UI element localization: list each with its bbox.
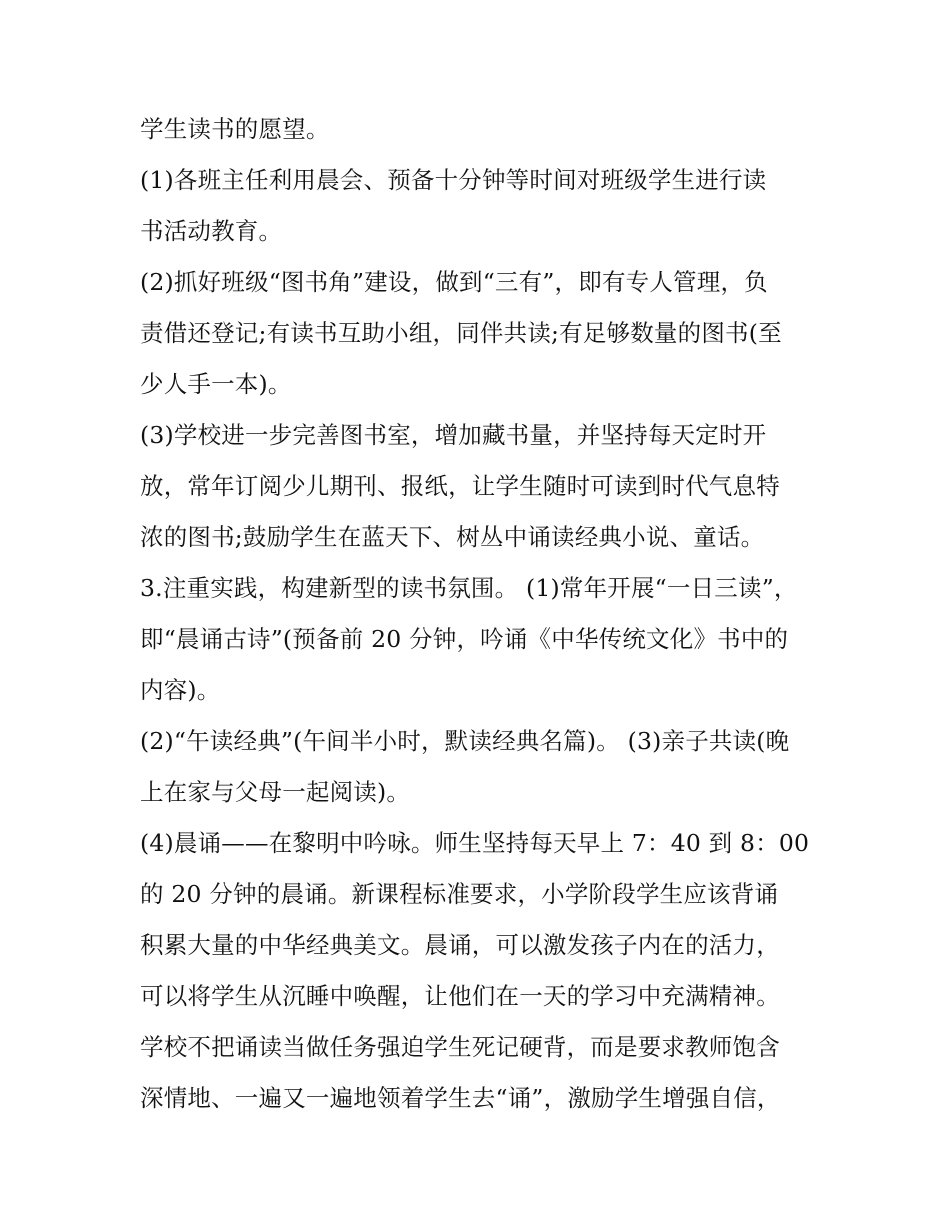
text-line: 即“晨诵古诗”(预备前 20 分钟，吟诵《中华传统文化》书中的 — [140, 625, 789, 653]
text-line: 少人手一本)。 — [140, 370, 292, 398]
text-line: 的 20 分钟的晨诵。新课程标准要求，小学阶段学生应该背诵 — [140, 880, 779, 908]
text-line: (2)“午读经典”(午间半小时，默读经典名篇)。 (3)亲子共读(晚 — [140, 727, 790, 755]
text-line: 内容)。 — [140, 676, 221, 704]
text-line: 上在家与父母一起阅读)。 — [140, 778, 411, 806]
text-line: 学校不把诵读当做任务强迫学生死记硬背，而是要求教师饱含 — [140, 1033, 780, 1061]
text-line: 书活动教育。 — [140, 217, 283, 245]
body-text — [140, 104, 820, 1124]
text-line: 责借还登记;有读书互助小组，同伴共读;有足够数量的图书(至 — [140, 319, 782, 347]
text-line: 放，常年订阅少儿期刊、报纸，让学生随时可读到时代气息特 — [140, 472, 780, 500]
text-line: 浓的图书;鼓励学生在蓝天下、树丛中诵读经典小说、童话。 — [140, 523, 765, 551]
text-line: (3)学校进一步完善图书室，增加藏书量，并坚持每天定时开 — [140, 421, 767, 449]
text-line: 深情地、一遍又一遍地领着学生去“诵”，激励学生增强自信， — [140, 1084, 781, 1112]
text-line: (4)晨诵——在黎明中吟咏。师生坚持每天早上 7：40 到 8：00 — [140, 829, 810, 857]
text-line: 3.注重实践，构建新型的读书氛围。 (1)常年开展“一日三读”， — [140, 574, 798, 602]
text-line: (2)抓好班级“图书角”建设，做到“三有”，即有专人管理，负 — [140, 268, 768, 296]
text-line: 可以将学生从沉睡中唤醒，让他们在一天的学习中充满精神。 — [140, 982, 780, 1010]
text-line: 积累大量的中华经典美文。晨诵，可以激发孩子内在的活力， — [140, 931, 780, 959]
text-line: (1)各班主任利用晨会、预备十分钟等时间对班级学生进行读 — [140, 166, 767, 194]
text-line: 学生读书的愿望。 — [140, 115, 330, 143]
